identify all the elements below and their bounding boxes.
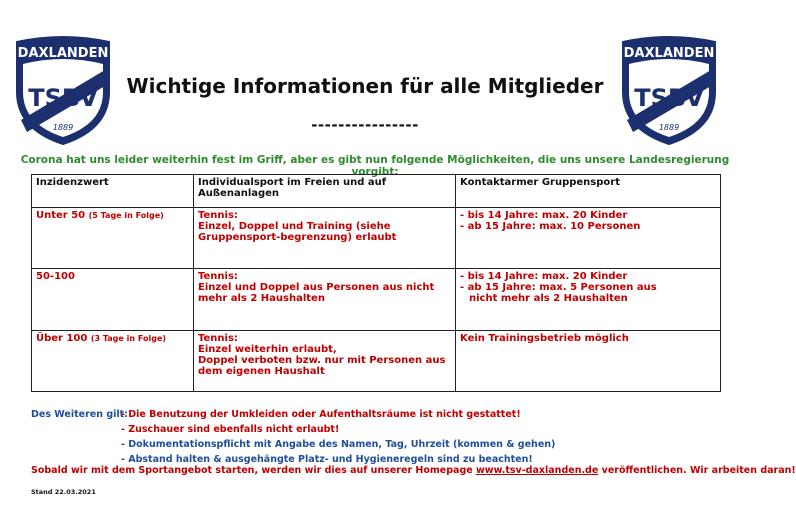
title-divider: ---------------- bbox=[311, 116, 419, 134]
sport-rule: Einzel, Doppel und Training (siehe Gruppensport-begrenzung) erlaubt bbox=[198, 221, 397, 244]
inzidenz-note: (3 Tage in Folge) bbox=[90, 333, 167, 343]
inzidenz-value: Unter 50 bbox=[36, 210, 86, 222]
inzidenz-value: Über 100 bbox=[36, 332, 88, 344]
column-header: Individualsport im Freien und auf Außenanlagen bbox=[194, 175, 456, 208]
group-rule: - bis 14 Jahre: max. 20 Kinder bbox=[460, 271, 628, 283]
individual-cell bbox=[194, 330, 456, 391]
club-logo-right bbox=[619, 34, 719, 146]
group-rule: nicht mehr als 2 Haushalten bbox=[469, 293, 628, 305]
homepage-link[interactable]: www.tsv-daxlanden.de bbox=[476, 465, 599, 476]
table-row bbox=[32, 330, 721, 391]
group-rule: - ab 15 Jahre: max. 5 Personen aus bbox=[460, 282, 657, 294]
sport-rule: Einzel und Doppel aus Personen aus nicht mehr als 2 Haushalten bbox=[198, 282, 435, 305]
sport-title: Tennis: bbox=[198, 271, 238, 283]
group-cell bbox=[456, 269, 721, 330]
closing-text-before: Sobald wir mit dem Sportangebot starten, werden wir dies auf unserer Homepage bbox=[31, 465, 477, 476]
table-row bbox=[32, 269, 721, 330]
column-header: Inzidenzwert bbox=[32, 175, 194, 208]
inzidenz-cell bbox=[32, 208, 194, 269]
further-item: - Dokumentationspflicht mit Angabe des Namen, Tag, Uhrzeit (kommen & gehen) bbox=[121, 439, 556, 450]
individual-cell bbox=[194, 269, 456, 330]
logo-year-text: 1889 bbox=[52, 123, 74, 132]
inzidenz-cell bbox=[32, 330, 194, 391]
intro-text: Corona hat uns leider weiterhin fest im Griff, aber es gibt nun folgende Möglichkeiten, die uns unsere Landesregierung vorgibt: bbox=[20, 154, 730, 178]
sport-title: Tennis: bbox=[198, 210, 238, 222]
further-label: Des Weiteren gilt: bbox=[31, 409, 128, 420]
group-rule: - ab 15 Jahre: max. 10 Personen bbox=[460, 221, 641, 233]
inzidenz-cell bbox=[32, 269, 194, 330]
logo-year-text: 1889 bbox=[658, 123, 680, 132]
further-item: - Abstand halten & ausgehängte Platz- und Hygieneregeln sind zu beachten! bbox=[121, 454, 533, 465]
column-header: Kontaktarmer Gruppensport bbox=[456, 175, 721, 208]
further-item: - Zuschauer sind ebenfalls nicht erlaubt! bbox=[121, 424, 340, 435]
group-cell bbox=[456, 208, 721, 269]
club-logo-left bbox=[13, 34, 113, 146]
page-title: Wichtige Informationen für alle Mitglieder bbox=[126, 74, 604, 98]
logo-letters-text: TSBV bbox=[634, 84, 704, 112]
group-cell bbox=[456, 330, 721, 391]
further-item: - Die Benutzung der Umkleiden oder Aufenthaltsräume ist nicht gestattet! bbox=[121, 409, 521, 420]
sport-title: Tennis: bbox=[198, 332, 238, 344]
logo-club-text: DAXLANDEN bbox=[623, 46, 715, 61]
logo-letters-text: TSBV bbox=[28, 84, 98, 112]
rules-table bbox=[31, 174, 721, 392]
date-stamp: Stand 22.03.2021 bbox=[31, 488, 96, 496]
club-crest-icon bbox=[619, 34, 719, 146]
sport-rule: Einzel weiterhin erlaubt, bbox=[198, 343, 337, 355]
club-crest-icon bbox=[13, 34, 113, 146]
inzidenz-value: 50-100 bbox=[36, 271, 75, 283]
closing-text-after: veröffentlichen. Wir arbeiten daran! bbox=[598, 465, 796, 476]
logo-club-text: DAXLANDEN bbox=[17, 46, 109, 61]
group-rule: Kein Trainingsbetrieb möglich bbox=[460, 332, 629, 344]
individual-cell bbox=[194, 208, 456, 269]
inzidenz-note: (5 Tage in Folge) bbox=[88, 211, 164, 221]
closing-note bbox=[31, 465, 796, 476]
sport-rule: Doppel verboten bzw. nur mit Personen aus dem eigenen Haushalt bbox=[198, 354, 446, 377]
table-header-row bbox=[32, 175, 721, 208]
table-row bbox=[32, 208, 721, 269]
group-rule: - bis 14 Jahre: max. 20 Kinder bbox=[460, 210, 628, 222]
